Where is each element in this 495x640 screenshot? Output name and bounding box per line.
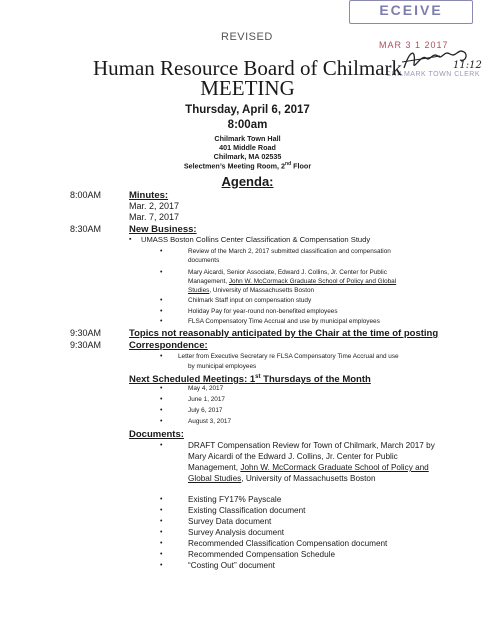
bullet-icon: • — [160, 507, 163, 514]
draft-line1: DRAFT Compensation Review for Town of Chilmark, March 2017 by — [188, 441, 435, 450]
minutes-item-1: Mar. 2, 2017 — [129, 201, 180, 211]
correspondence-time: 9:30AM — [70, 340, 102, 350]
draft-line3: Management, John W. McCormack Graduate School of Policy and — [188, 463, 429, 472]
correspondence-line2: by municipal employees — [188, 363, 257, 370]
document-item: Survey Data document — [188, 517, 272, 526]
minutes-item-2: Mar. 7, 2017 — [129, 212, 180, 222]
bullet-icon: • — [160, 418, 163, 425]
nb-sub1-line2: documents — [188, 257, 220, 264]
board-title: Human Resource Board of Chilmark — [92, 56, 403, 80]
bullet-icon: • — [160, 318, 163, 325]
address-line-3: Chilmark, MA 02535 — [213, 152, 282, 161]
bullet-icon: • — [160, 385, 163, 392]
received-stamp-date: MAR 3 1 2017 — [379, 40, 449, 50]
meeting-date-4: August 3, 2017 — [188, 418, 231, 425]
bullet-icon: • — [160, 248, 163, 255]
topics-time: 9:30AM — [70, 328, 102, 338]
meeting-date-3: July 6, 2017 — [188, 407, 223, 414]
meeting-time: 8:00am — [227, 119, 268, 131]
nb-sub2-line2: Management, John W. McCormack Graduate School of Policy and Global — [188, 278, 397, 285]
next-meetings-heading: Next Scheduled Meetings: 1st Thursdays of the Month — [129, 374, 371, 386]
nb-sub1-line1: Review of the March 2, 2017 submitted classification and compensation — [188, 248, 391, 255]
draft-line4: Global Studies, University of Massachusetts Boston — [188, 474, 376, 483]
bullet-icon: • — [160, 308, 163, 315]
bullet-icon: • — [160, 496, 163, 503]
bullet-icon: • — [160, 297, 163, 304]
address-line-2: 401 Middle Road — [219, 143, 276, 152]
meeting-room: Selectmen’s Meeting Room, 2nd Floor — [183, 161, 312, 171]
nb-sub5: FLSA Compensatory Time Accrual and use by municipal employees — [188, 318, 380, 325]
new-business-heading: New Business: — [129, 224, 197, 235]
document-item: “Costing Out” document — [188, 561, 275, 570]
draft-line2: Mary Aicardi of the Edward J. Collins, Jr. Center for Public — [188, 452, 398, 461]
received-stamp-text: ECEIVE — [379, 2, 443, 18]
mccormack-school-link-2[interactable]: John W. McCormack Graduate School of Policy and — [240, 463, 429, 472]
meeting-date-2: June 1, 2017 — [188, 396, 225, 403]
document-item: Existing FY17% Payscale — [188, 495, 282, 504]
nb-sub2-line1: Mary Aicardi, Senior Associate, Edward J. Collins, Jr. Center for Public — [188, 269, 387, 276]
minutes-time: 8:00AM — [70, 190, 102, 200]
received-stamp-town: CHILMARK TOWN CLERK — [386, 71, 481, 78]
mccormack-school-link[interactable]: John W. McCormack Graduate School of Policy and Global — [228, 278, 397, 285]
bullet-icon: • — [160, 353, 163, 360]
meeting-title: MEETING — [200, 76, 295, 100]
topics-heading: Topics not reasonably anticipated by the Chair at the time of posting — [129, 328, 439, 339]
document-item: Recommended Classification Compensation document — [188, 539, 388, 548]
nb-sub3: Chilmark Staff input on compensation study — [188, 297, 312, 304]
handwritten-time: 11:12 — [453, 60, 482, 71]
document-item: Survey Analysis document — [188, 528, 285, 537]
bullet-icon: • — [160, 396, 163, 403]
revised-label: REVISED — [221, 31, 273, 43]
new-business-item: UMASS Boston Collins Center Classification & Compensation Study — [141, 235, 371, 244]
bullet-icon: • — [160, 540, 163, 547]
bullet-icon: • — [160, 442, 163, 449]
new-business-time: 8:30AM — [70, 224, 102, 234]
documents-heading: Documents: — [129, 429, 184, 440]
correspondence-heading: Correspondence: — [129, 340, 208, 351]
meeting-date: Thursday, April 6, 2017 — [185, 104, 310, 116]
bullet-icon: • — [160, 562, 163, 569]
bullet-icon: • — [160, 551, 163, 558]
bullet-icon: • — [160, 269, 163, 276]
nb-sub4: Holiday Pay for year-round non-benefited employees — [188, 308, 338, 315]
agenda-heading: Agenda: — [221, 174, 274, 189]
bullet-icon: • — [160, 529, 163, 536]
document-item: Existing Classification document — [188, 506, 306, 515]
bullet-icon: • — [160, 407, 163, 414]
meeting-date-1: May 4, 2017 — [188, 385, 224, 392]
nb-sub2-line3: Studies, University of Massachusetts Boston — [188, 287, 315, 294]
minutes-heading: Minutes: — [129, 190, 169, 201]
document-item: Recommended Compensation Schedule — [188, 550, 336, 559]
square-bullet-icon: ▪ — [129, 236, 132, 243]
bullet-icon: • — [160, 518, 163, 525]
global-studies-link[interactable]: Global Studies — [188, 474, 242, 483]
studies-link[interactable]: Studies — [188, 287, 210, 294]
address-line-1: Chilmark Town Hall — [214, 134, 281, 143]
correspondence-line1: Letter from Executive Secretary re FLSA Compensatory Time Accrual and use — [178, 353, 399, 360]
